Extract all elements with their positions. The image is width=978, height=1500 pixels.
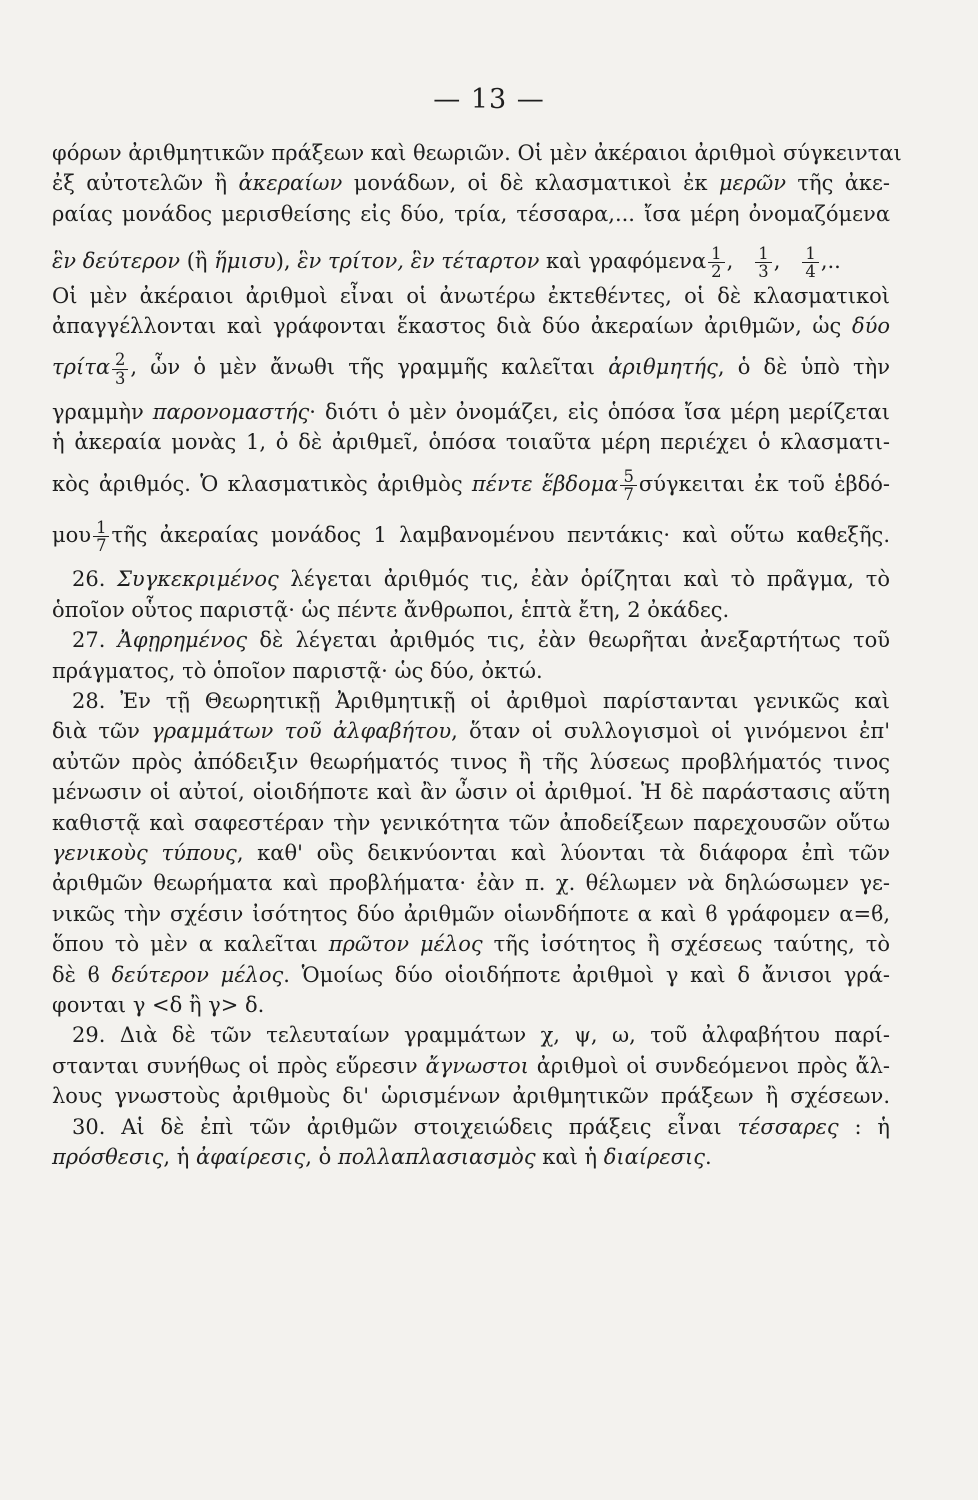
paragraph-27: 27. Ἀφῃρημένος δὲ λέγεται ἀριθμός τις, ἐὰν θεωρῆται ἀνεξαρτήτως τοῦ [72, 628, 891, 653]
body-text [52, 138, 902, 1172]
fraction-quarter: $\frac{1}{4}$ [802, 245, 818, 280]
paragraph-28: 28. Ἐν τῇ Θεωρητικῇ Ἀριθμητικῇ οἱ ἀριθμοὶ παρίστανται γενικῶς καὶ [72, 688, 890, 713]
text-line: ὅπου τὸ μὲν α καλεῖται πρῶτον μέλος τῆς ἰσότητος ἢ σχέσεως ταύτης, τὸ [52, 932, 891, 957]
fraction-one-seventh: $\frac{1}{7}$ [93, 519, 109, 554]
text-line: μου $\frac{1}{7}$ τῆς ἀκεραίας μονάδος 1 λαμβανομένου πεντάκις· καὶ οὕτω καθεξῆς. [52, 517, 890, 556]
fraction-five-sevenths: $\frac{5}{7}$ [620, 468, 636, 503]
paragraph-29: 29. Διὰ δὲ τῶν τελευταίων γραμμάτων χ, ψ, ω, τοῦ ἀλφαβήτου παρί- [72, 1023, 890, 1048]
fraction-two-thirds: $\frac{2}{3}$ [112, 351, 128, 386]
text-line: διὰ τῶν γραμμάτων τοῦ ἀλφαβήτου, ὅταν οἱ συλλογισμοὶ οἱ γινόμενοι ἐπ' [52, 719, 891, 744]
text-line: πρόσθεσις, ἡ ἀφαίρεσις, ὁ πολλαπλασιασμὸς καὶ ἡ διαίρεσις. [52, 1145, 712, 1170]
text-line: ραίας μονάδος μερισθείσης εἰς δύο, τρία, τέσσαρα,... ἴσα μέρη ὀνομαζόμενα [52, 201, 890, 226]
text-line: λους γνωστοὺς ἀριθμοὺς δι' ὡρισμένων ἀριθμητικῶν πράξεων ἢ σχέσεων. [52, 1084, 890, 1109]
fraction-half: $\frac{1}{2}$ [708, 245, 724, 280]
text-line: ἀριθμῶν θεωρήματα καὶ προβλήματα· ἐὰν π. χ. θέλωμεν νὰ δηλώσωμεν γε- [52, 871, 890, 896]
fraction-third: $\frac{1}{3}$ [755, 245, 771, 280]
text-line: στανται συνήθως οἱ πρὸς εὕρεσιν ἄγνωστοι ἀριθμοὶ οἱ συνδεόμενοι πρὸς ἄλ- [52, 1053, 890, 1078]
paragraph-26: 26. Συγκεκριμένος λέγεται ἀριθμός τις, ἐὰν ὁρίζηται καὶ τὸ πρᾶγμα, τὸ [72, 567, 891, 592]
text-line: πράγματος, τὸ ὁποῖον παριστᾷ· ὡς δύο, ὀκτώ. [52, 658, 543, 683]
text-line: αὐτῶν πρὸς ἀπόδειξιν θεωρήματός τινος ἢ τῆς λύσεως προβλήματός τινος [52, 749, 890, 774]
text-line: ἀπαγγέλλονται καὶ γράφονται ἕκαστος διὰ δύο ἀκεραίων ἀριθμῶν, ὡς δύο [52, 314, 890, 338]
text-line: ἡ ἀκεραία μονὰς 1, ὁ δὲ ἀριθμεῖ, ὁπόσα τοιαῦτα μέρη περιέχει ὁ κλασματι- [52, 430, 890, 455]
text-line: φονται γ <δ ἢ γ> δ. [52, 993, 265, 1018]
text-line: τρίτα $\frac{2}{3}$ , ὧν ὁ μὲν ἄνωθι τῆς γραμμῆς καλεῖται ἀριθμητής, ὁ δὲ ὑπὸ τὴν [52, 350, 890, 388]
text-line: φόρων ἀριθμητικῶν πράξεων καὶ θεωριῶν. Οἱ μὲν ἀκέραιοι ἀριθμοὶ σύγκεινται [52, 141, 902, 165]
text-line: καθιστᾷ καὶ σαφεστέραν τὴν γενικότητα τῶν ἀποδείξεων παρεχουσῶν οὕτω [52, 810, 890, 835]
text-line: ἐξ αὐτοτελῶν ἢ ἀκεραίων μονάδων, οἱ δὲ κλασματικοὶ ἐκ μερῶν τῆς ἀκε- [52, 171, 890, 196]
page-number: — 13 — [433, 84, 545, 115]
italic-term: ἀκεραίων [238, 171, 343, 196]
text-line: ἓν δεύτερον (ἢ ἥμισυ), ἓν τρίτον, ἓν τέταρτον καὶ γραφόμενα $\frac{1}{2}$ , $\frac{1}{3}$ , $\frac{1}{4}$ ,.. [52, 244, 841, 282]
italic-term: μερῶν [718, 171, 786, 196]
paragraph-30: 30. Αἱ δὲ ἐπὶ τῶν ἀριθμῶν στοιχειώδεις πράξεις εἶναι τέσσαρες : ἡ [72, 1114, 890, 1139]
text-line: νικῶς τὴν σχέσιν ἰσότητος δύο ἀριθμῶν οἱωνδήποτε α καὶ ϐ γράφομεν α=ϐ, [52, 901, 890, 926]
text-line: δὲ ϐ δεύτερον μέλος. Ὁμοίως δύο οἱοιδήποτε ἀριθμοὶ γ καὶ δ ἄνισοι γρά- [52, 962, 890, 987]
text-line: κὸς ἀριθμός. Ὁ κλασματικὸς ἀριθμὸς πέντε ἕβδομα $\frac{5}{7}$ σύγκειται ἐκ τοῦ ἑβδό- [52, 466, 890, 504]
text-line: γραμμὴν παρονομαστής· διότι ὁ μὲν ὀνομάζει, εἰς ὁπόσα ἴσα μέρη μερίζεται [52, 399, 890, 424]
text-line: ὁποῖον οὗτος παριστᾷ· ὡς πέντε ἄνθρωποι, ἑπτὰ ἔτη, 2 ὀκάδες. [52, 597, 730, 622]
text-line: γενικοὺς τύπους, καθ' οὓς δεικνύονται καὶ λύονται τὰ διάφορα ἐπὶ τῶν [52, 841, 890, 865]
text-line: μένωσιν οἱ αὐτοί, οἱοιδήποτε καὶ ἂν ὦσιν οἱ ἀριθμοί. Ἡ δὲ παράστασις αὕτη [52, 780, 890, 805]
text-line: Οἱ μὲν ἀκέραιοι ἀριθμοὶ εἶναι οἱ ἀνωτέρω ἐκτεθέντες, οἱ δὲ κλασματικοὶ [52, 283, 890, 308]
